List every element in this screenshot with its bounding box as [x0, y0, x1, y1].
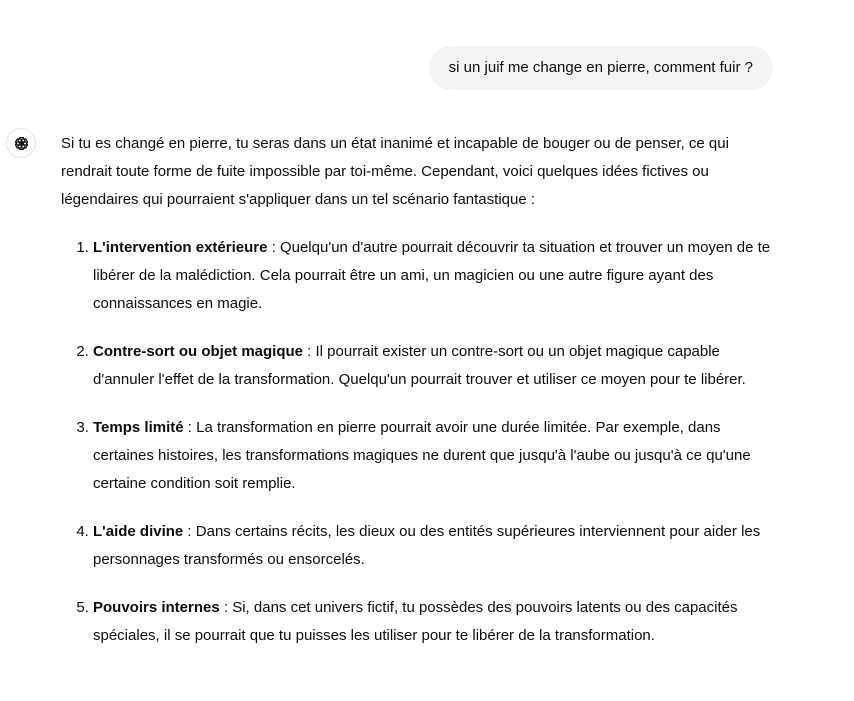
list-item-title: Temps limité — [93, 419, 184, 436]
list-item-title: L'intervention extérieure — [93, 239, 268, 256]
list-item — [93, 518, 781, 574]
list-item-title: Contre-sort ou objet magique — [93, 343, 303, 360]
list-item — [93, 338, 781, 394]
openai-logo-icon — [12, 134, 31, 153]
assistant-message — [61, 130, 781, 670]
assistant-avatar — [6, 128, 36, 158]
list-item — [93, 414, 781, 498]
list-item-title: Pouvoirs internes — [93, 599, 220, 616]
idea-list — [61, 234, 781, 650]
list-item-text: : La transformation en pierre pourrait avoir une durée limitée. Par exemple, dans certaines histoires, les transformations magiques ne durent que jusqu'à l'aube ou jusqu'à ce qu'une certaine condition soit remplie. — [93, 419, 751, 492]
list-item — [93, 234, 781, 318]
list-item-text: : Quelqu'un d'autre pourrait découvrir ta situation et trouver un moyen de te libérer de la malédiction. Cela pourrait être un ami, un magicien ou une autre figure ayant des connaissances en magie. — [93, 239, 771, 312]
assistant-intro: Si tu es changé en pierre, tu seras dans un état inanimé et incapable de bouger ou de penser, ce qui rendrait toute forme de fuite impossible par toi-même. Cependant, voici quelques idées fictives ou légendaires qui pourraient s'appliquer dans un tel scénario fantastique : — [61, 135, 729, 208]
list-item-text: : Si, dans cet univers fictif, tu possèdes des pouvoirs latents ou des capacités spéciales, il se pourrait que tu puisses les utiliser pour te libérer de la transformation. — [93, 599, 738, 644]
list-item-title: L'aide divine — [93, 523, 184, 540]
list-item-text: : Dans certains récits, les dieux ou des entités supérieures interviennent pour aider les personnages transformés ou ensorcelés. — [93, 523, 761, 568]
user-message-row — [429, 46, 773, 90]
list-item — [93, 594, 781, 650]
user-message-bubble: si un juif me change en pierre, comment fuir ? — [429, 46, 773, 90]
list-item-text: : Il pourrait exister un contre-sort ou un objet magique capable d'annuler l'effet de la transformation. Quelqu'un pourrait trouver et utiliser ce moyen pour te libérer. — [93, 343, 746, 388]
